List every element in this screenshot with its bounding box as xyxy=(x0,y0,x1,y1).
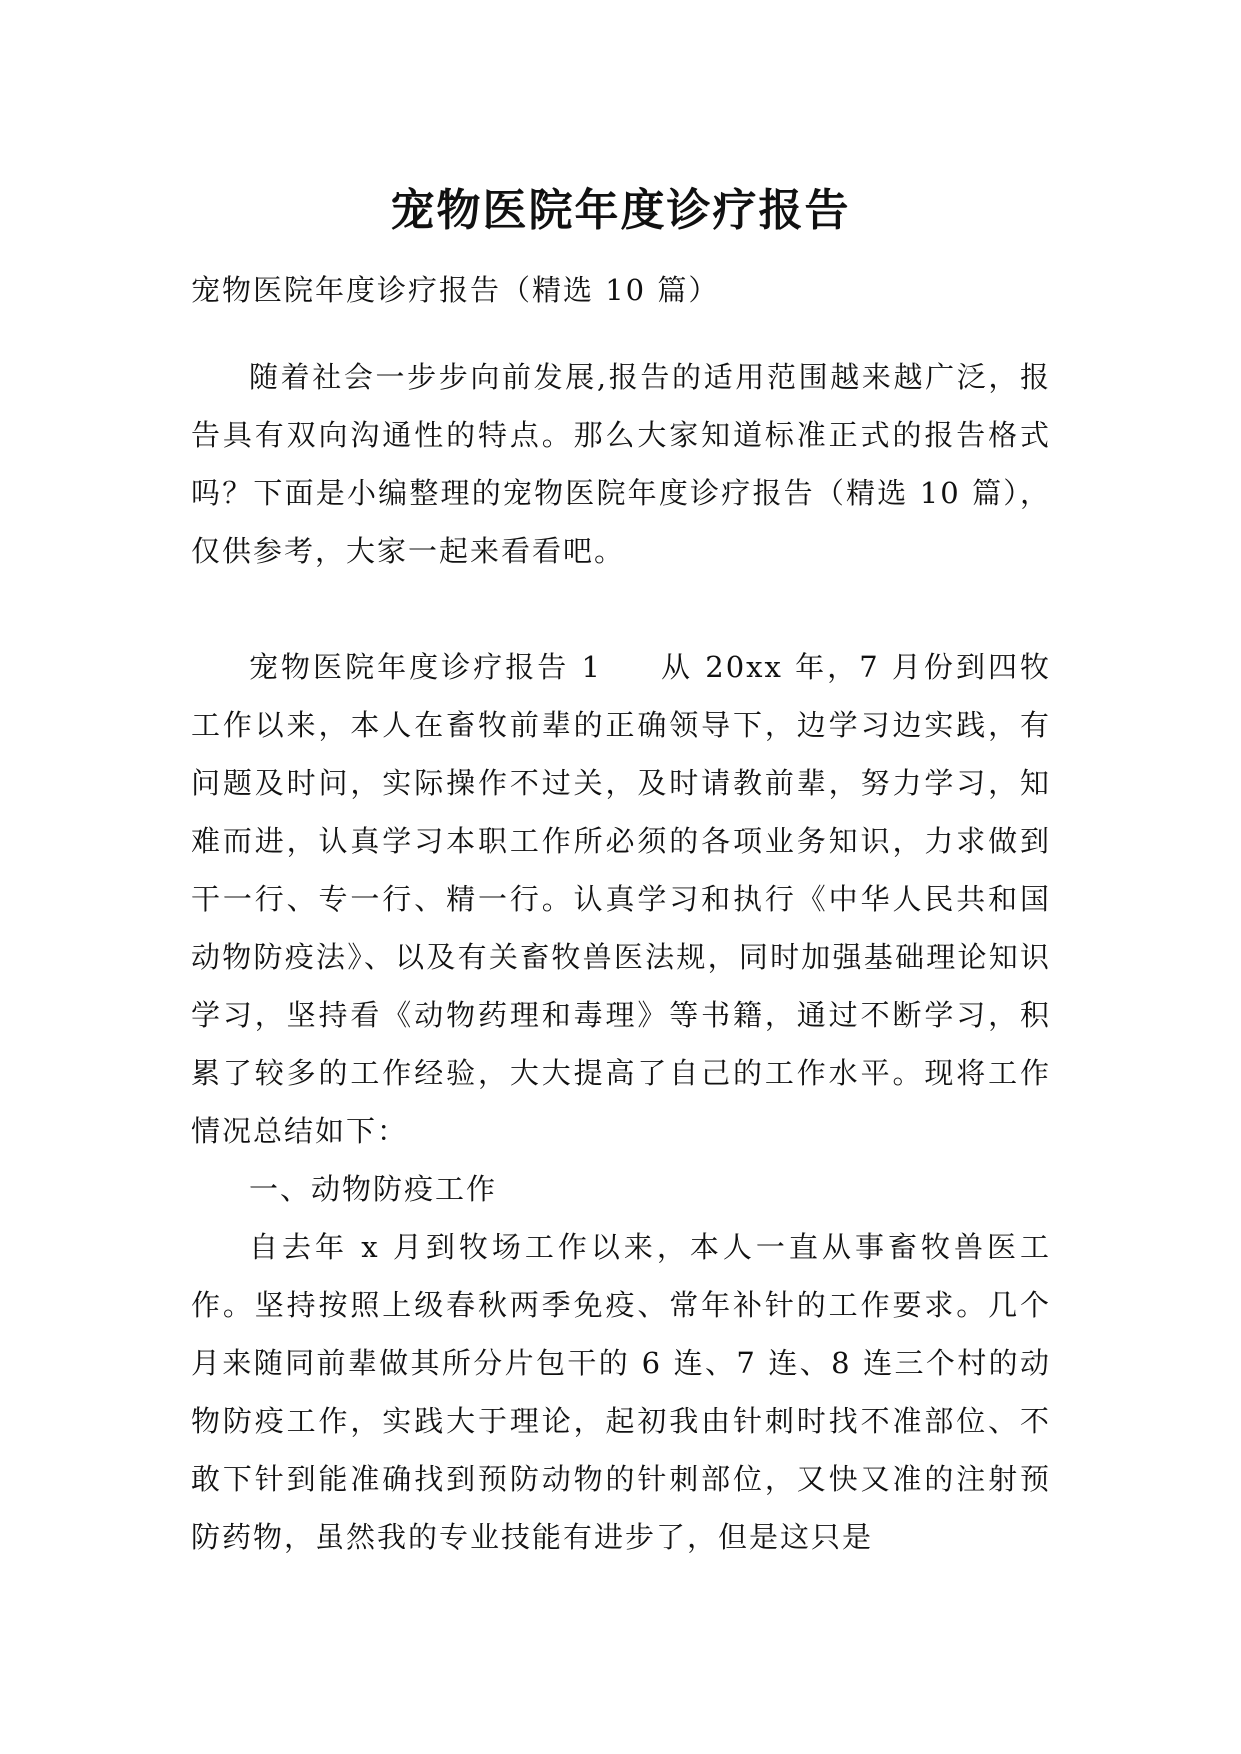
report-1-paragraph xyxy=(191,638,1051,1160)
report-1-section xyxy=(191,638,1051,1566)
subtitle-text: 宠物医院年度诊疗报告（精选 10 篇） xyxy=(191,273,720,307)
document-subtitle xyxy=(191,261,1051,319)
report-1-heading: 宠物医院年度诊疗报告 1 xyxy=(249,650,602,684)
intro-paragraph: 随着社会一步步向前发展,报告的适用范围越来越广泛，报告具有双向沟通性的特点。那么大家知道标准正式的报告格式吗？下面是小编整理的宠物医院年度诊疗报告（精选 10 篇），仅供参考，大家一起来看看吧。 xyxy=(191,360,1051,568)
section-1-paragraph: 自去年 x 月到牧场工作以来，本人一直从事畜牧兽医工作。坚持按照上级春秋两季免疫、常年补针的工作要求。几个月来随同前辈做其所分片包干的 6 连、7 连、8 连三个村的动物防疫工作，实践大于理论，起初我由针刺时找不准部位、不敢下针到能准确找到预防动物的针刺部位，又快又准的注射预防药物，虽然我的专业技能有进步了，但是这只是 xyxy=(191,1230,1051,1554)
document-title: 宠物医院年度诊疗报告 xyxy=(390,185,851,237)
intro-block xyxy=(191,348,1051,580)
report-1-body: 从 20xx 年，7 月份到四牧工作以来，本人在畜牧前辈的正确领导下，边学习边实践，有问题及时问，实际操作不过关，及时请教前辈，努力学习，知难而进，认真学习本职工作所必须的各项业务知识，力求做到干一行、专一行、精一行。认真学习和执行《中华人民共和国动物防疫法》、以及有关畜牧兽医法规，同时加强基础理论知识学习，坚持看《动物药理和毒理》等书籍，通过不断学习，积累了较多的工作经验，大大提高了自己的工作水平。现将工作情况总结如下： xyxy=(191,650,1052,1148)
section-1-heading: 一、动物防疫工作 xyxy=(249,1172,498,1206)
